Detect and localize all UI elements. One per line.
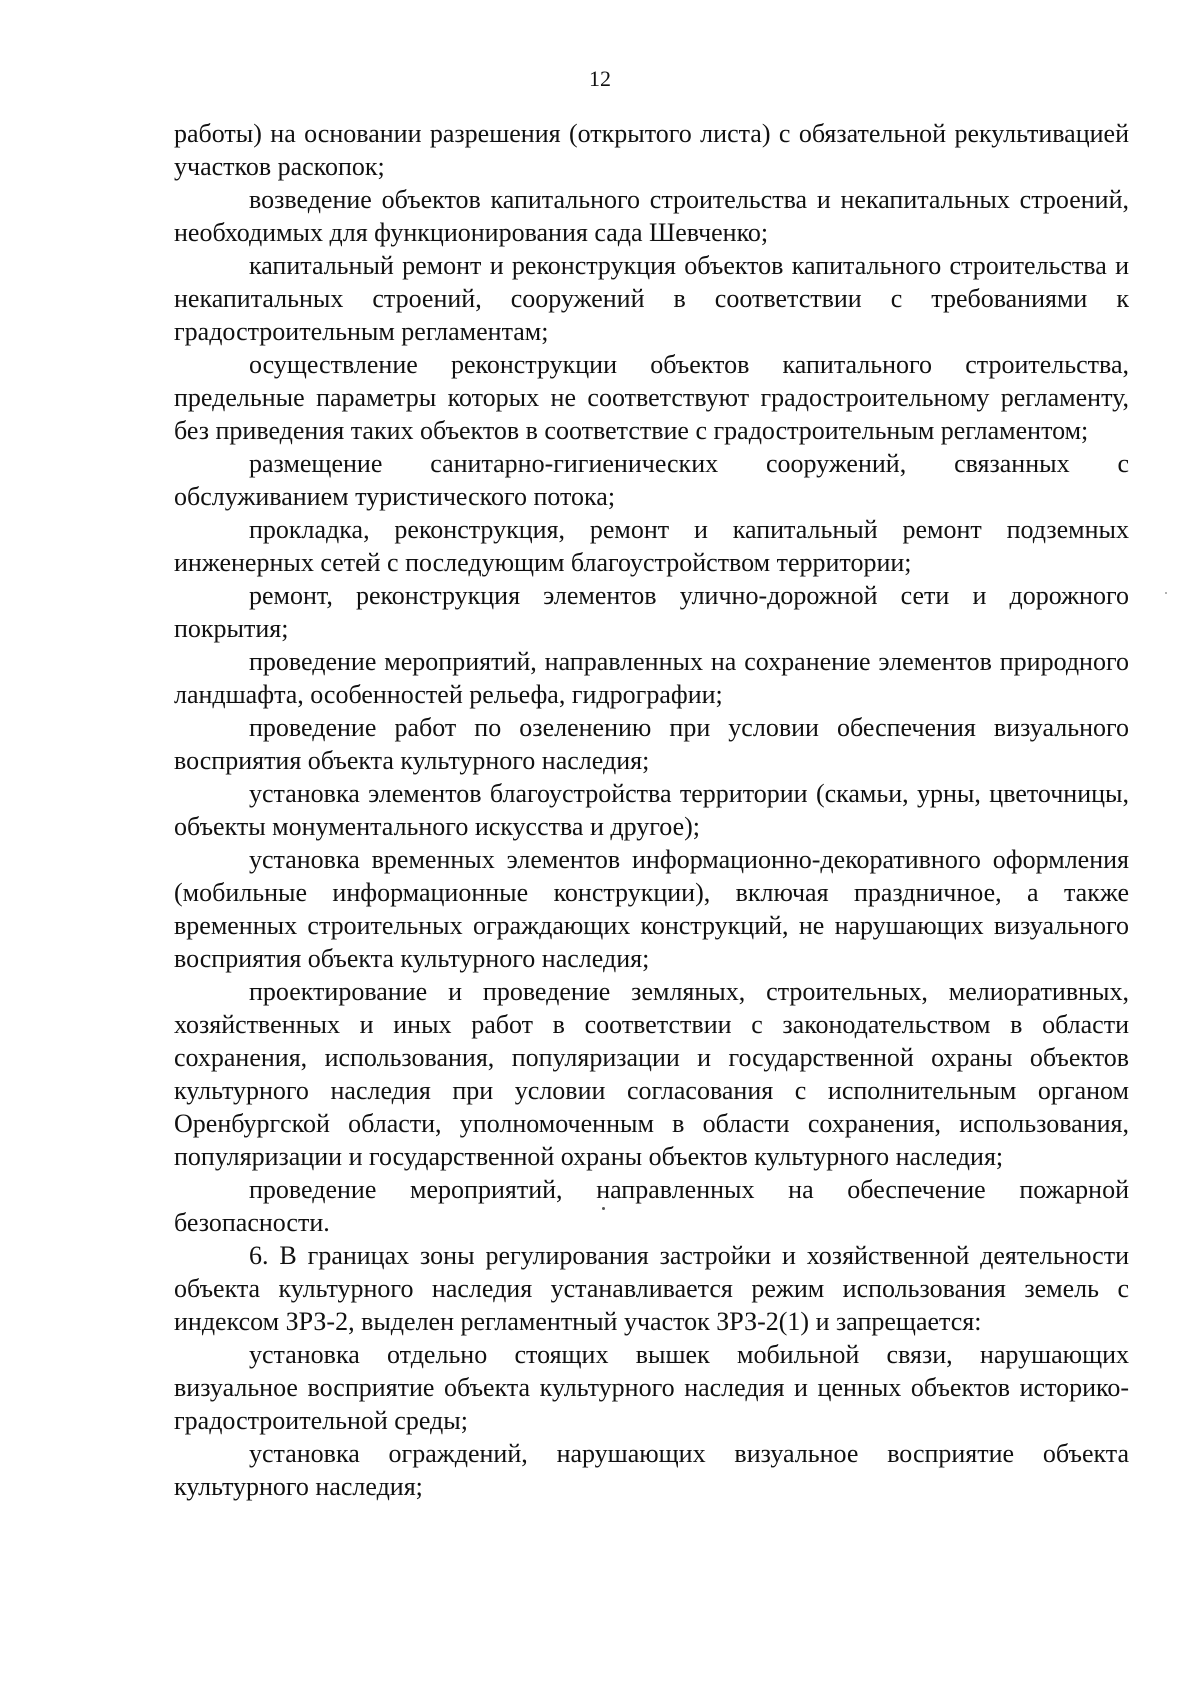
list-item-paragraph: прокладка, реконструкция, ремонт и капитальный ремонт подземных инженерных сетей с последующим благоустройством территории; — [174, 515, 1129, 577]
list-item-paragraph: установка отдельно стоящих вышек мобильной связи, нарушающих визуальное восприятие объекта культурного наследия и ценных объектов историко-градостроительной среды; — [174, 1340, 1129, 1435]
numbered-clause-paragraph: 6. В границах зоны регулирования застройки и хозяйственной деятельности объекта культурного наследия устанавливается режим использования земель с индексом ЗРЗ-2, выделен регламентный участок ЗРЗ-2(1) и запрещается: — [174, 1241, 1129, 1336]
document-body — [174, 117, 1129, 1503]
list-item-paragraph: установка ограждений, нарушающих визуальное восприятие объекта культурного наследия; — [174, 1439, 1129, 1501]
list-item-paragraph: установка временных элементов информационно-декоративного оформления (мобильные информационные конструкции), включая праздничное, а также временных строительных ограждающих конструкций, не нарушающих визуального восприятия объекта культурного наследия; — [174, 845, 1129, 973]
scan-speck — [1165, 592, 1167, 594]
list-item-paragraph: установка элементов благоустройства территории (скамьи, урны, цветочницы, объекты монументального искусства и другое); — [174, 779, 1129, 841]
scan-speck — [602, 1207, 605, 1210]
list-item-paragraph: осуществление реконструкции объектов капитального строительства, предельные параметры которых не соответствуют градостроительному регламенту, без приведения таких объектов в соответствие с градостроительным регламентом; — [174, 350, 1129, 445]
list-item-paragraph: проведение мероприятий, направленных на сохранение элементов природного ландшафта, особенностей рельефа, гидрографии; — [174, 647, 1129, 709]
page-number: 12 — [589, 66, 611, 91]
list-item-paragraph: капитальный ремонт и реконструкция объектов капитального строительства и некапитальных строений, сооружений в соответствии с требованиями к градостроительным регламентам; — [174, 251, 1129, 346]
list-item-paragraph: ремонт, реконструкция элементов улично-дорожной сети и дорожного покрытия; — [174, 581, 1129, 643]
list-item-paragraph: проведение работ по озеленению при условии обеспечения визуального восприятия объекта культурного наследия; — [174, 713, 1129, 775]
paragraph-continuation: работы) на основании разрешения (открытого листа) с обязательной рекультивацией участков раскопок; — [174, 119, 1129, 181]
list-item-paragraph: проведение мероприятий, направленных на обеспечение пожарной безопасности. — [174, 1175, 1129, 1237]
list-item-paragraph: проектирование и проведение земляных, строительных, мелиоративных, хозяйственных и иных работ в соответствии с законодательством в области сохранения, использования, популяризации и государственной охраны объектов культурного наследия при условии согласования с исполнительным органом Оренбургской области, уполномоченным в области сохранения, использования, популяризации и государственной охраны объектов культурного наследия; — [174, 977, 1129, 1171]
list-item-paragraph: возведение объектов капитального строительства и некапитальных строений, необходимых для функционирования сада Шевченко; — [174, 185, 1129, 247]
list-item-paragraph: размещение санитарно-гигиенических сооружений, связанных с обслуживанием туристического потока; — [174, 449, 1129, 511]
